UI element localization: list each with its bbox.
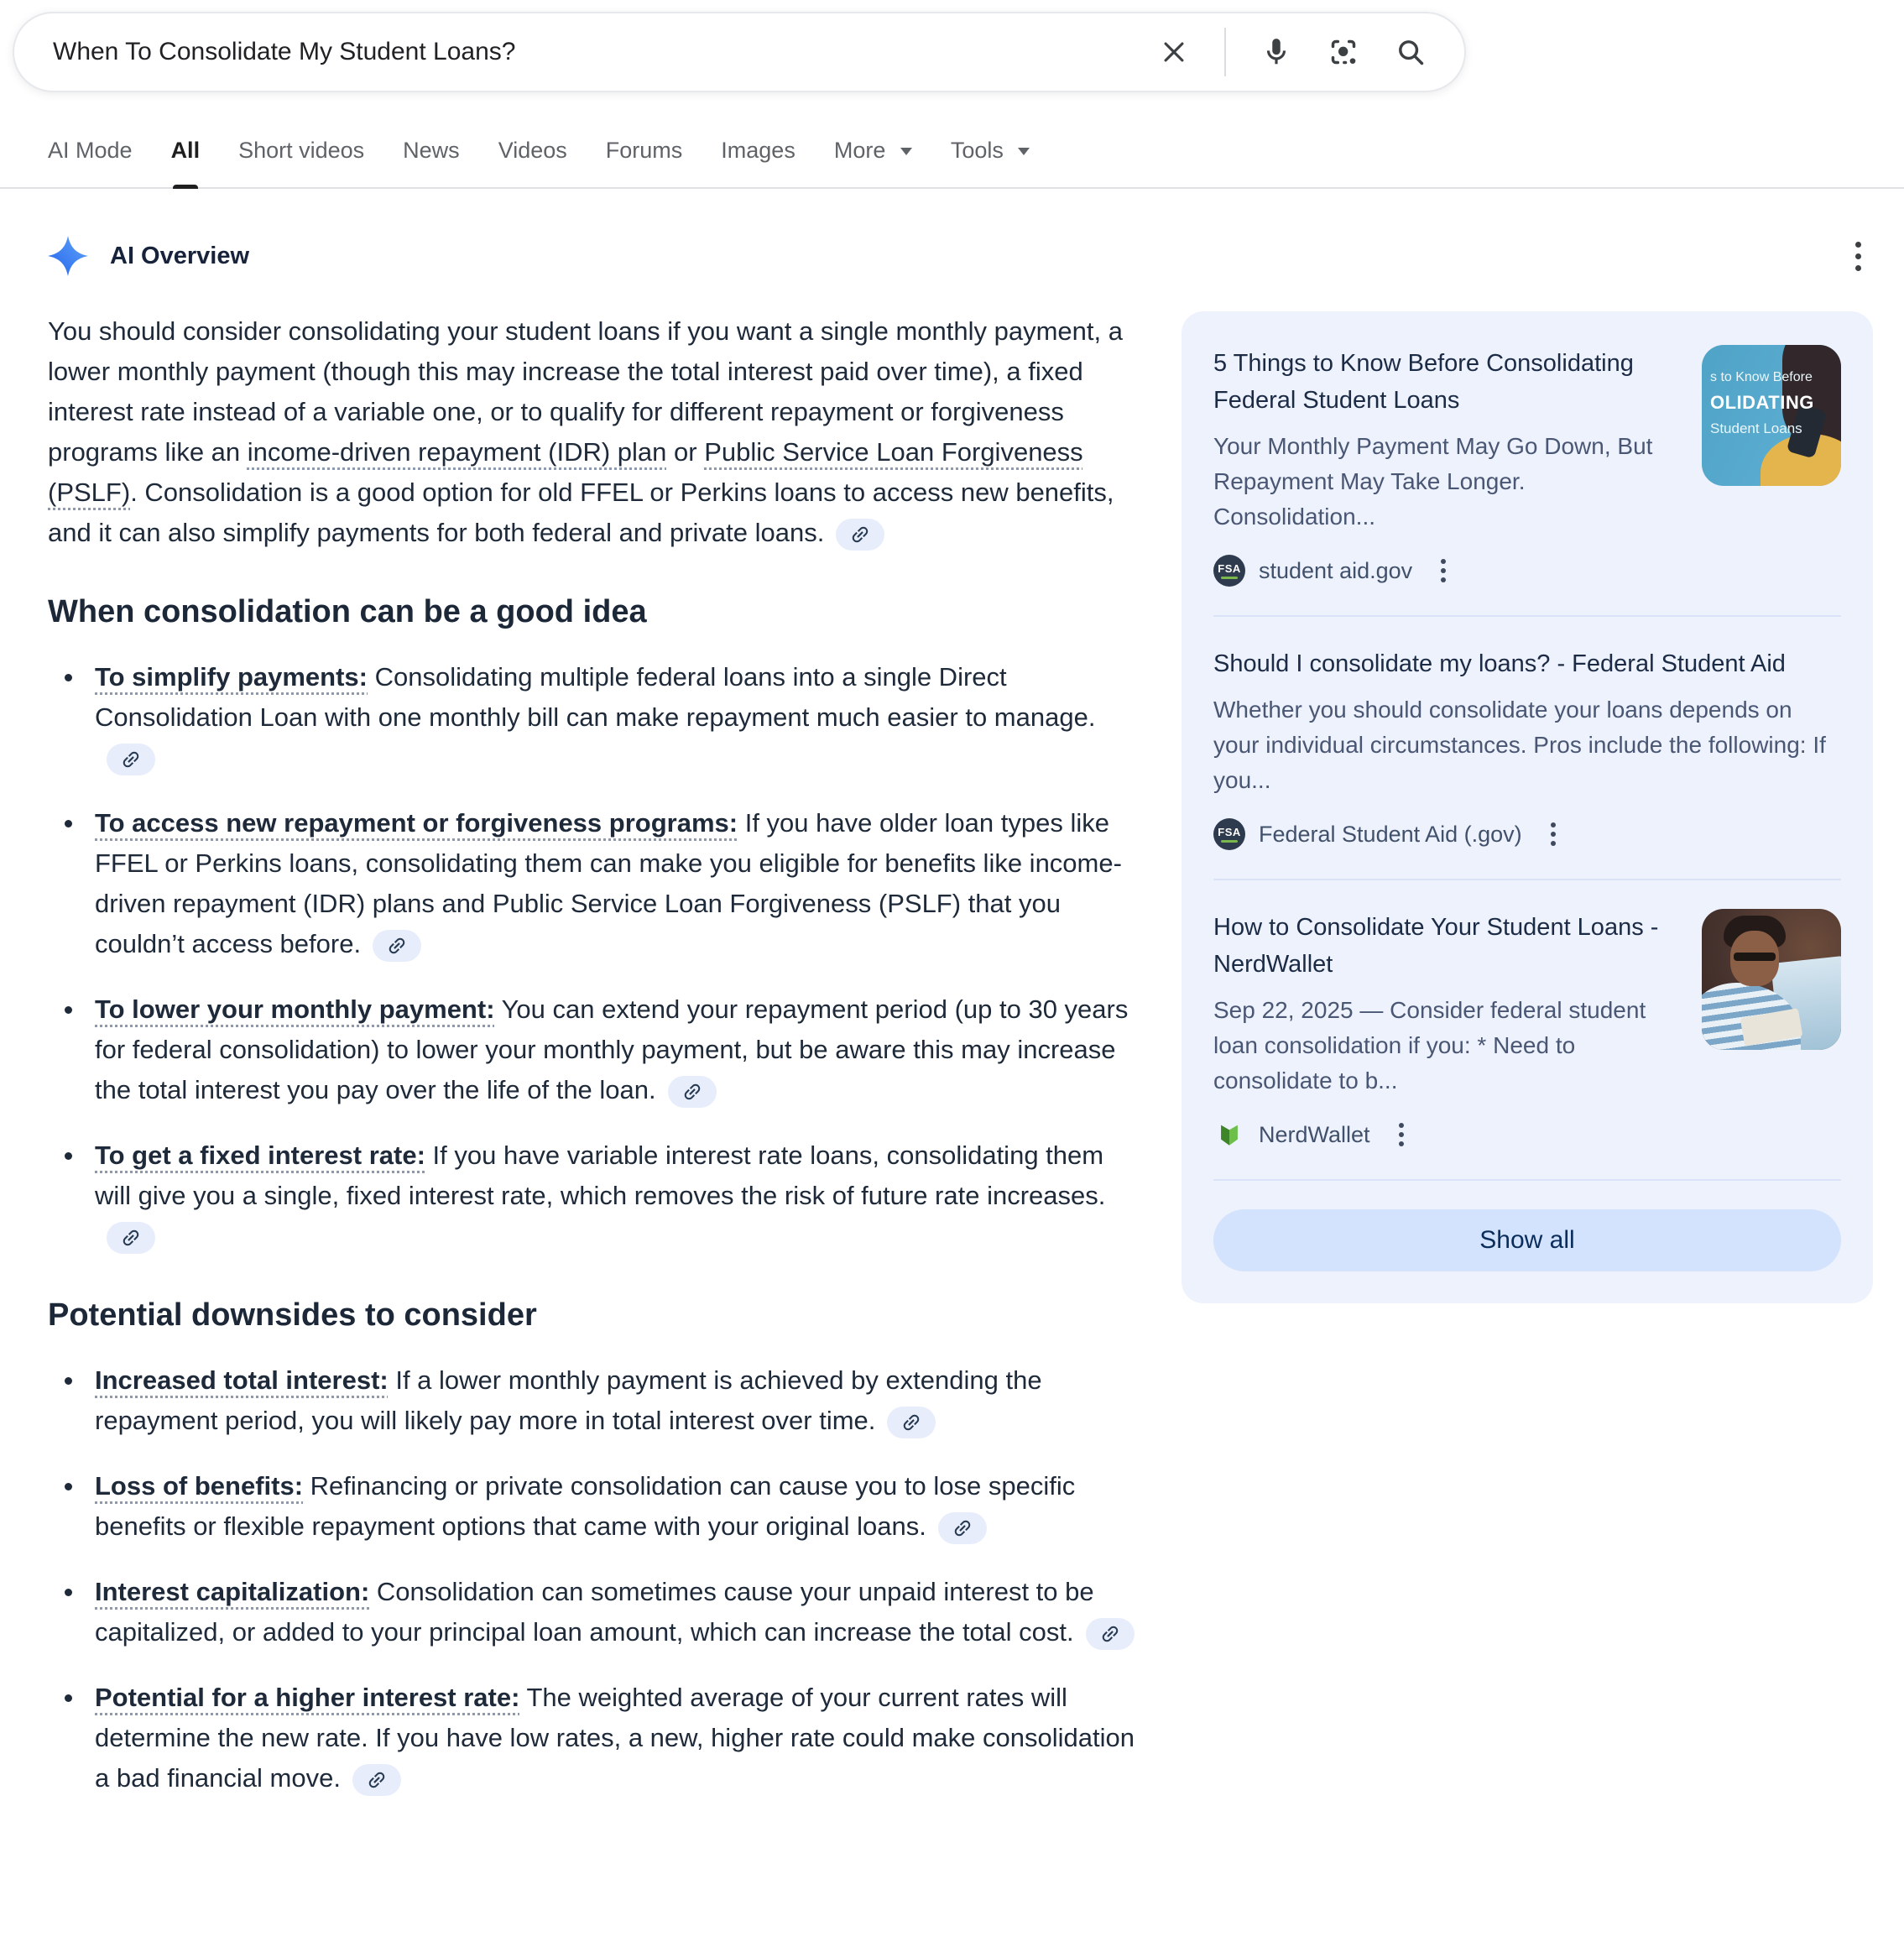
show-all-button[interactable]: Show all bbox=[1213, 1209, 1841, 1271]
list-item bbox=[48, 1466, 1135, 1547]
ai-sparkle-icon bbox=[48, 236, 88, 276]
chevron-down-icon bbox=[1018, 148, 1030, 155]
intro-segment: You should consider consolidating your student loans if you want a single monthly payment, a lower monthly payment (though this may increase the total interest paid over time), a fixed interest rate instead of a variable one, or to qualify for different repayment or forgiveness programs like an bbox=[48, 316, 1123, 467]
tab-label: Short videos bbox=[238, 138, 365, 163]
search-input[interactable] bbox=[14, 38, 1157, 66]
source-card[interactable] bbox=[1213, 345, 1841, 587]
list-item bbox=[48, 1360, 1135, 1441]
list-item bbox=[48, 1572, 1135, 1652]
source-link-chip[interactable] bbox=[938, 1512, 987, 1544]
source-name: NerdWallet bbox=[1259, 1121, 1370, 1147]
source-link-chip[interactable] bbox=[1086, 1618, 1135, 1650]
source-link-chip[interactable] bbox=[107, 744, 155, 775]
search-divider bbox=[1224, 28, 1226, 76]
source-card-snippet: Whether you should consolidate your loans depends on your individual circumstances. Pros include the following: If you... bbox=[1213, 697, 1826, 793]
more-options-icon[interactable] bbox=[1437, 556, 1449, 586]
bullet-text: Consolidating multiple federal loans into a single Direct Consolidation Loan with one monthly bill can make repayment much easier to manage. bbox=[95, 662, 1096, 732]
nerdwallet-favicon bbox=[1213, 1119, 1245, 1151]
source-link-chip[interactable] bbox=[668, 1076, 717, 1108]
source-card-snippet: Your Monthly Payment May Go Down, But Repayment May Take Longer. Consolidation... bbox=[1213, 433, 1653, 530]
divider bbox=[1213, 615, 1841, 617]
clear-icon[interactable] bbox=[1157, 35, 1191, 69]
results-tab[interactable] bbox=[721, 138, 796, 187]
tab-label: All bbox=[170, 138, 201, 163]
bullet-text: You can extend your repayment period (up to 30 years for federal consolidation) to lower your monthly payment, but be aware this may increase the total interest you pay over the life of the loan. bbox=[95, 994, 1129, 1104]
intro-segment: . Consolidation is a good option for old FFEL or Perkins loans to access new benefits, and it can also simplify payments for both federal and private loans. bbox=[48, 478, 1114, 547]
source-name: student aid.gov bbox=[1259, 557, 1413, 583]
source-card-title[interactable]: Should I consolidate my loans? - Federal Student Aid bbox=[1213, 650, 1786, 677]
bullet-text: If you have older loan types like FFEL or Perkins loans, consolidating them can make you eligible for benefits like income-driven repayment (IDR) plans and Public Service Loan Forgiveness (PSLF) that you couldn’t access before. bbox=[95, 808, 1122, 958]
bullet-text: If you have variable interest rate loans, consolidating them will give you a single, fixed interest rate, which removes the risk of future rate increases. bbox=[95, 1141, 1106, 1210]
tab-label: Forums bbox=[605, 138, 683, 163]
more-options-icon[interactable] bbox=[1850, 237, 1866, 276]
results-tab[interactable] bbox=[606, 138, 683, 187]
tab-label: News bbox=[403, 138, 460, 163]
bullet-text: If a lower monthly payment is achieved by extending the repayment period, you will likely pay more in total interest over time. bbox=[95, 1365, 1042, 1435]
ai-overview-body bbox=[48, 311, 1135, 1798]
section-heading-good-idea: When consolidation can be a good idea bbox=[48, 594, 647, 629]
source-card[interactable] bbox=[1213, 909, 1841, 1151]
source-link-chip[interactable] bbox=[373, 930, 421, 962]
intro-segment[interactable]: Public Service Loan Forgiveness (PSLF) bbox=[48, 437, 1083, 507]
search-bar[interactable] bbox=[13, 12, 1466, 92]
more-options-icon[interactable] bbox=[1547, 819, 1559, 849]
results-tab[interactable] bbox=[498, 138, 567, 187]
results-tab[interactable] bbox=[834, 138, 912, 187]
bullet-lead-link[interactable]: Increased total interest: bbox=[95, 1365, 389, 1395]
list-item bbox=[48, 1135, 1135, 1256]
mic-icon[interactable] bbox=[1260, 35, 1293, 69]
result-thumbnail: s to Know Before OLIDATING Student Loans bbox=[1702, 345, 1841, 486]
results-tab[interactable] bbox=[403, 138, 460, 187]
more-options-icon[interactable] bbox=[1395, 1120, 1407, 1150]
bullet-text: The weighted average of your current rates will determine the new rate. If you have low rates, a new, higher rate could make consolidation a bad financial move. bbox=[95, 1683, 1135, 1793]
source-card-title[interactable]: 5 Things to Know Before Consolidating Federal Student Loans bbox=[1213, 350, 1634, 414]
tab-label: Images bbox=[721, 138, 796, 163]
tab-label: AI Mode bbox=[48, 138, 133, 163]
source-card-title[interactable]: How to Consolidate Your Student Loans - NerdWallet bbox=[1213, 914, 1659, 978]
lens-icon[interactable] bbox=[1327, 35, 1360, 69]
intro-segment[interactable]: income-driven repayment (IDR) plan bbox=[247, 437, 667, 467]
source-card[interactable] bbox=[1213, 645, 1841, 850]
results-tab-bar bbox=[0, 138, 1904, 189]
sources-panel bbox=[1182, 311, 1873, 1303]
fsa-favicon: FSA bbox=[1213, 555, 1245, 587]
search-icon[interactable] bbox=[1394, 35, 1427, 69]
results-tab[interactable] bbox=[48, 138, 133, 187]
source-link-chip[interactable] bbox=[352, 1764, 401, 1796]
results-tab[interactable] bbox=[171, 138, 201, 187]
results-tab[interactable] bbox=[951, 138, 1030, 187]
divider bbox=[1213, 879, 1841, 880]
list-item bbox=[48, 803, 1135, 964]
tab-label: Tools bbox=[950, 138, 1004, 163]
section-heading-downsides: Potential downsides to consider bbox=[48, 1297, 537, 1333]
source-link-chip[interactable] bbox=[836, 519, 884, 551]
bullet-lead-link[interactable]: To get a fixed interest rate: bbox=[95, 1141, 425, 1170]
ai-overview-title: AI Overview bbox=[110, 242, 250, 269]
bullet-lead-link[interactable]: Interest capitalization: bbox=[95, 1577, 370, 1606]
fsa-favicon: FSA bbox=[1213, 818, 1245, 850]
divider bbox=[1213, 1179, 1841, 1181]
source-link-chip[interactable] bbox=[107, 1222, 155, 1254]
ai-overview-header bbox=[48, 236, 1873, 276]
source-link-chip[interactable] bbox=[887, 1407, 936, 1438]
chevron-down-icon bbox=[900, 148, 912, 155]
results-tab[interactable] bbox=[238, 138, 364, 187]
source-name: Federal Student Aid (.gov) bbox=[1259, 821, 1522, 847]
bullet-lead-link[interactable]: Potential for a higher interest rate: bbox=[95, 1683, 520, 1712]
ai-overview-intro bbox=[48, 311, 1135, 553]
list-item bbox=[48, 657, 1135, 778]
intro-segment: or bbox=[666, 437, 705, 467]
bullet-text: Consolidation can sometimes cause your unpaid interest to be capitalized, or added to your principal loan amount, which can increase the total cost. bbox=[95, 1577, 1094, 1647]
result-thumbnail bbox=[1702, 909, 1841, 1050]
bullet-text: Refinancing or private consolidation can cause you to lose specific benefits or flexible repayment options that came with your original loans. bbox=[95, 1471, 1076, 1541]
tab-label: More bbox=[833, 138, 886, 163]
source-card-snippet: Sep 22, 2025 — Consider federal student loan consolidation if you: * Need to consolidate to b... bbox=[1213, 997, 1646, 1094]
bullet-lead-link[interactable]: To simplify payments: bbox=[95, 662, 368, 692]
list-item bbox=[48, 989, 1135, 1110]
tab-label: Videos bbox=[498, 138, 567, 163]
list-item bbox=[48, 1678, 1135, 1798]
bullet-lead-link[interactable]: To lower your monthly payment: bbox=[95, 994, 495, 1024]
bullet-lead-link[interactable]: To access new repayment or forgiveness programs: bbox=[95, 808, 738, 838]
bullet-lead-link[interactable]: Loss of benefits: bbox=[95, 1471, 304, 1501]
